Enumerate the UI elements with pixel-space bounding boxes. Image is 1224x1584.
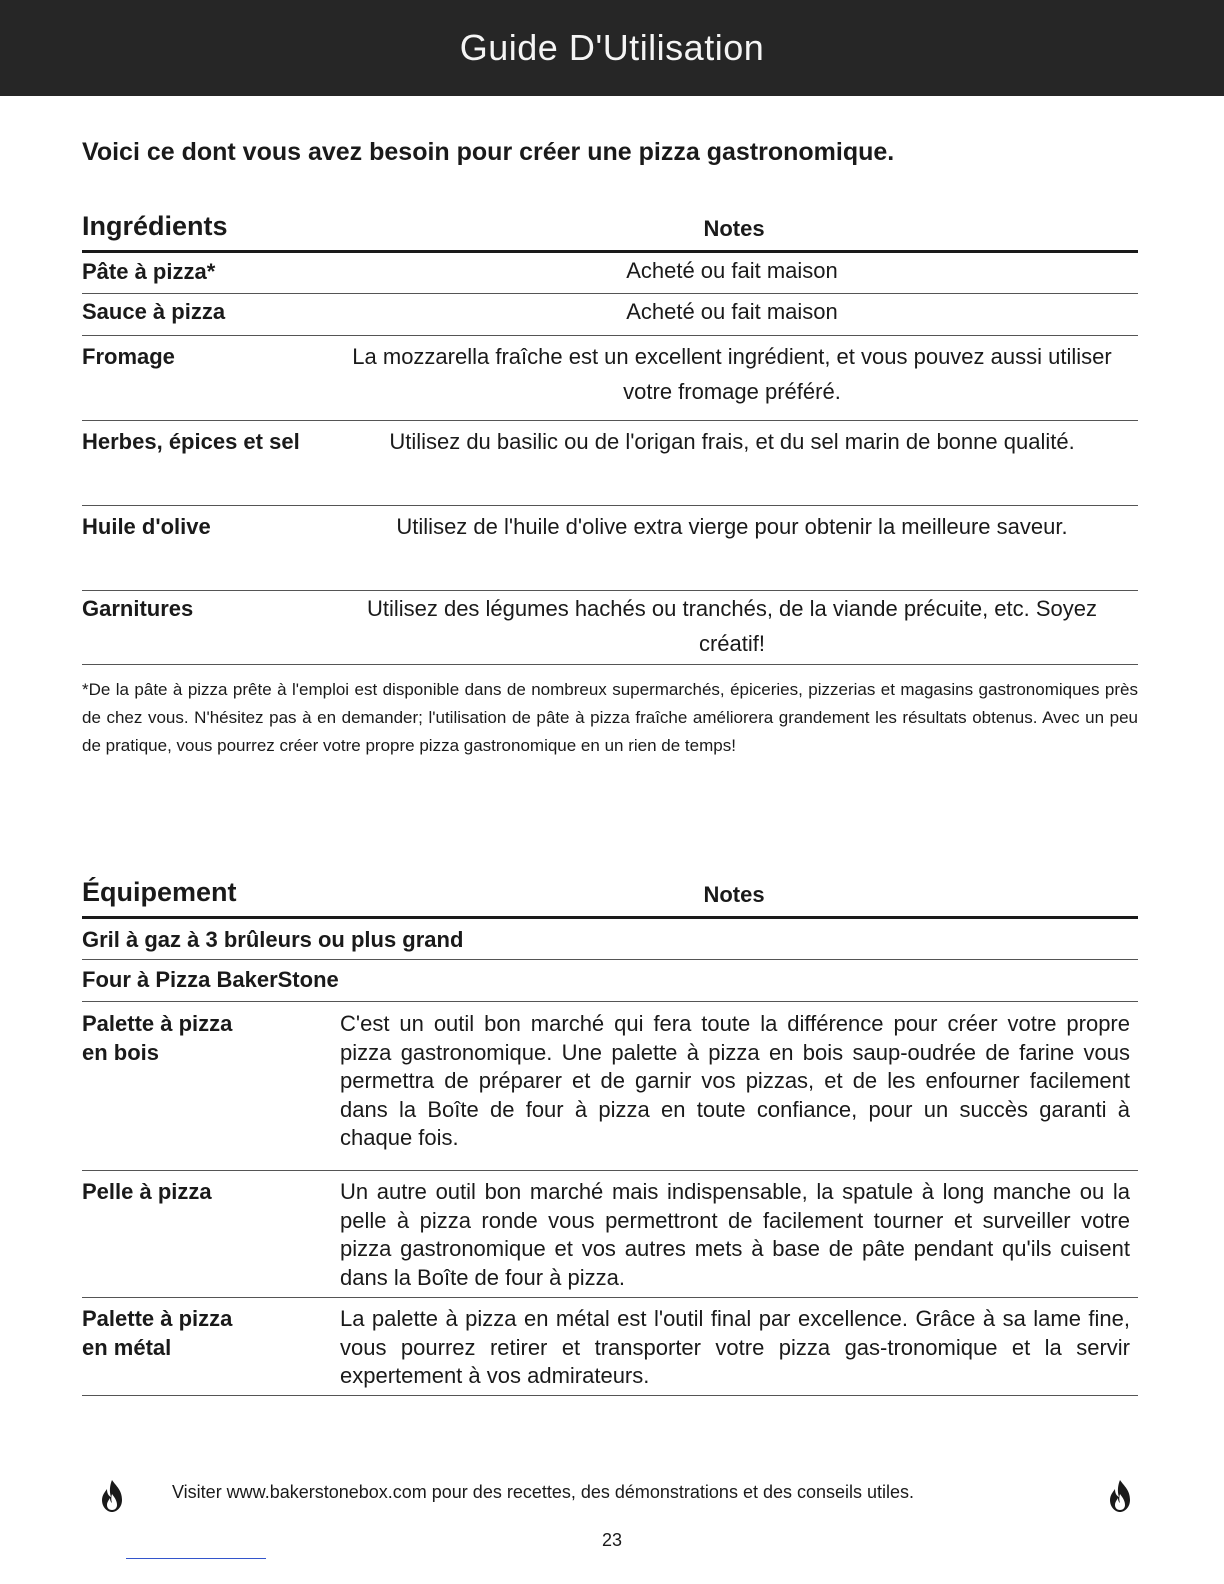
equipment-name xyxy=(82,1010,232,1067)
equipment-row xyxy=(82,960,1138,1002)
ingredient-row xyxy=(82,336,1138,421)
ingredient-note: Acheté ou fait maison xyxy=(626,258,838,283)
ingredient-row xyxy=(82,506,1138,591)
page-header xyxy=(0,0,1224,96)
ingredients-footnote: *De la pâte à pizza prête à l'emploi est disponible dans de nombreux supermarchés, épiceries, pizzerias et magasins gastronomiques près de chez vous. N'hésitez pas à en demander; l'utilisation de pâte à pizza fraîche améliorera grandement les résultats obtenus. Avec un peu de pratique, vous pourrez créer votre propre pizza gastronomique en un rien de temps! xyxy=(82,680,1138,755)
ingredients-heading: Ingrédients xyxy=(82,211,228,241)
equipment-name-line: en métal xyxy=(82,1334,172,1360)
flame-icon xyxy=(94,1478,130,1514)
equipment-table-header xyxy=(82,872,1138,919)
equipment-row xyxy=(82,919,1138,960)
equipment-row xyxy=(82,1298,1138,1396)
ingredient-row xyxy=(82,294,1138,336)
ingredient-row xyxy=(82,253,1138,294)
equipment-name-line: en bois xyxy=(82,1039,160,1065)
equipment-heading: Équipement xyxy=(82,877,237,907)
equipment-note: Un autre outil bon marché mais indispensable, la spatule à long manche ou la pelle à pizza ronde vous permettront de facilement tourner et surveiller votre pizza gastronomique et vos autres mets à base de pâte pendant qu'ils cuisent dans la Boîte de four à pizza. xyxy=(340,1179,1130,1290)
footer-text: Visiter www.bakerstonebox.com pour des recettes, des démonstrations et des conseils utiles. xyxy=(172,1482,915,1502)
equipment-row xyxy=(82,1002,1138,1171)
equipment-name: Gril à gaz à 3 brûleurs ou plus grand xyxy=(82,927,464,952)
equipment-name: Pelle à pizza xyxy=(82,1179,212,1204)
equipment-name-line: Palette à pizza xyxy=(82,1306,233,1331)
ingredient-row xyxy=(82,591,1138,665)
equipment-name-line: Palette à pizza xyxy=(82,1011,233,1036)
ingredient-note: Utilisez des légumes hachés ou tranchés, de la viande précuite, etc. Soyez créatif! xyxy=(366,596,1098,656)
page-number: 23 xyxy=(601,1530,623,1550)
equipment-name: Four à Pizza BakerStone xyxy=(82,967,339,992)
ingredient-note: Utilisez de l'huile d'olive extra vierge pour obtenir la meilleure saveur. xyxy=(396,514,1068,539)
ingredient-name: Sauce à pizza xyxy=(82,299,226,324)
equipment-note: C'est un outil bon marché qui fera toute la différence pour créer votre propre pizza gastronomique. Une palette à pizza en bois saup-oudrée de farine vous permettra de préparer et de garnir vos pizzas, et de les enfourner facilement dans la Boîte de four à pizza en toute confiance, pour un succès garanti à chaque fois. xyxy=(340,1011,1130,1150)
equipment-note: La palette à pizza en métal est l'outil final par excellence. Grâce à sa lame fine, vous pourrez retirer et transporter votre pizza gas-tronomique et la servir expertement à vos admirateurs. xyxy=(340,1306,1130,1388)
equipment-name xyxy=(82,1305,232,1362)
ingredients-table-header xyxy=(82,206,1138,253)
ingredient-note: Acheté ou fait maison xyxy=(626,299,838,324)
equipment-row xyxy=(82,1171,1138,1298)
ingredient-note: La mozzarella fraîche est un excellent ingrédient, et vous pouvez aussi utiliser votre fromage préféré. xyxy=(352,344,1112,404)
link-underline xyxy=(126,1558,266,1559)
ingredient-name: Fromage xyxy=(82,344,175,369)
ingredient-name: Herbes, épices et sel xyxy=(82,429,300,454)
header-title: Guide D'Utilisation xyxy=(459,27,765,68)
page-footer xyxy=(0,1474,1224,1518)
ingredient-name: Huile d'olive xyxy=(82,514,211,539)
ingredient-row xyxy=(82,421,1138,506)
intro-heading: Voici ce dont vous avez besoin pour créer une pizza gastronomique. xyxy=(82,138,895,166)
flame-icon xyxy=(1102,1478,1138,1514)
ingredient-note: Utilisez du basilic ou de l'origan frais, et du sel marin de bonne qualité. xyxy=(389,429,1075,454)
ingredient-name: Pâte à pizza* xyxy=(82,259,216,284)
ingredients-notes-heading: Notes xyxy=(703,216,765,241)
equipment-notes-heading: Notes xyxy=(703,882,765,907)
ingredient-name: Garnitures xyxy=(82,596,194,621)
